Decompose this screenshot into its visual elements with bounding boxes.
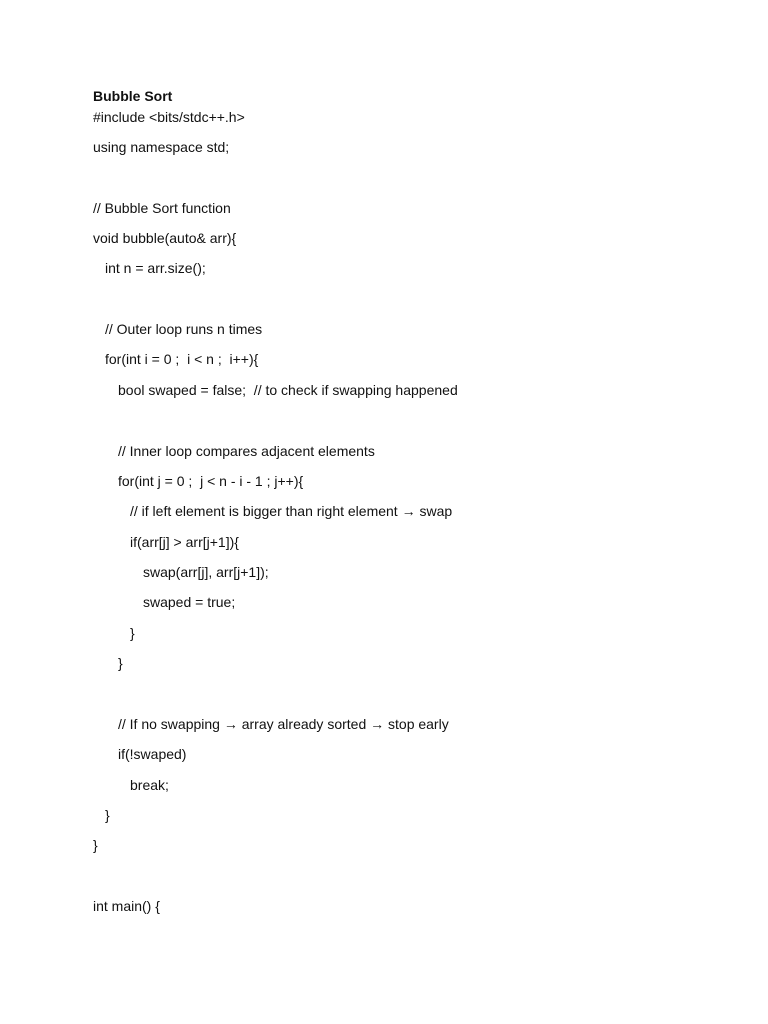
code-line-inner-loop: for(int j = 0 ; j < n - i - 1 ; j++){ bbox=[118, 473, 304, 489]
code-line-set-swaped: swaped = true; bbox=[143, 594, 236, 610]
code-line-outer-comment: // Outer loop runs n times bbox=[105, 321, 263, 337]
code-line-size: int n = arr.size(); bbox=[105, 260, 206, 276]
code-line-include: #include <bits/stdc++.h> bbox=[93, 109, 245, 125]
code-line-close-function: } bbox=[93, 837, 98, 853]
code-line-inner-comment: // Inner loop compares adjacent elements bbox=[118, 443, 375, 459]
code-line-outer-loop: for(int i = 0 ; i < n ; i++){ bbox=[105, 351, 259, 367]
code-line-swap-call: swap(arr[j], arr[j+1]); bbox=[143, 564, 269, 580]
code-line-compare-comment: // if left element is bigger than right element → swap bbox=[130, 503, 453, 519]
code-line-namespace: using namespace std; bbox=[93, 139, 230, 155]
code-line-early-stop-comment: // If no swapping → array already sorted → stop early bbox=[118, 716, 449, 732]
code-line-break: break; bbox=[130, 777, 169, 793]
code-line-close-if: } bbox=[130, 625, 135, 641]
code-line-main: int main() { bbox=[93, 898, 160, 914]
code-line-function-signature: void bubble(auto& arr){ bbox=[93, 230, 237, 246]
code-line-swaped-flag: bool swaped = false; // to check if swapping happened bbox=[118, 382, 458, 398]
code-line-close-outer-loop: } bbox=[105, 807, 110, 823]
code-line-close-inner-loop: } bbox=[118, 655, 123, 671]
document-title: Bubble Sort bbox=[93, 88, 173, 104]
code-line-if-compare: if(arr[j] > arr[j+1]){ bbox=[130, 534, 239, 550]
code-line-if-not-swaped: if(!swaped) bbox=[118, 746, 187, 762]
code-line-function-comment: // Bubble Sort function bbox=[93, 200, 231, 216]
